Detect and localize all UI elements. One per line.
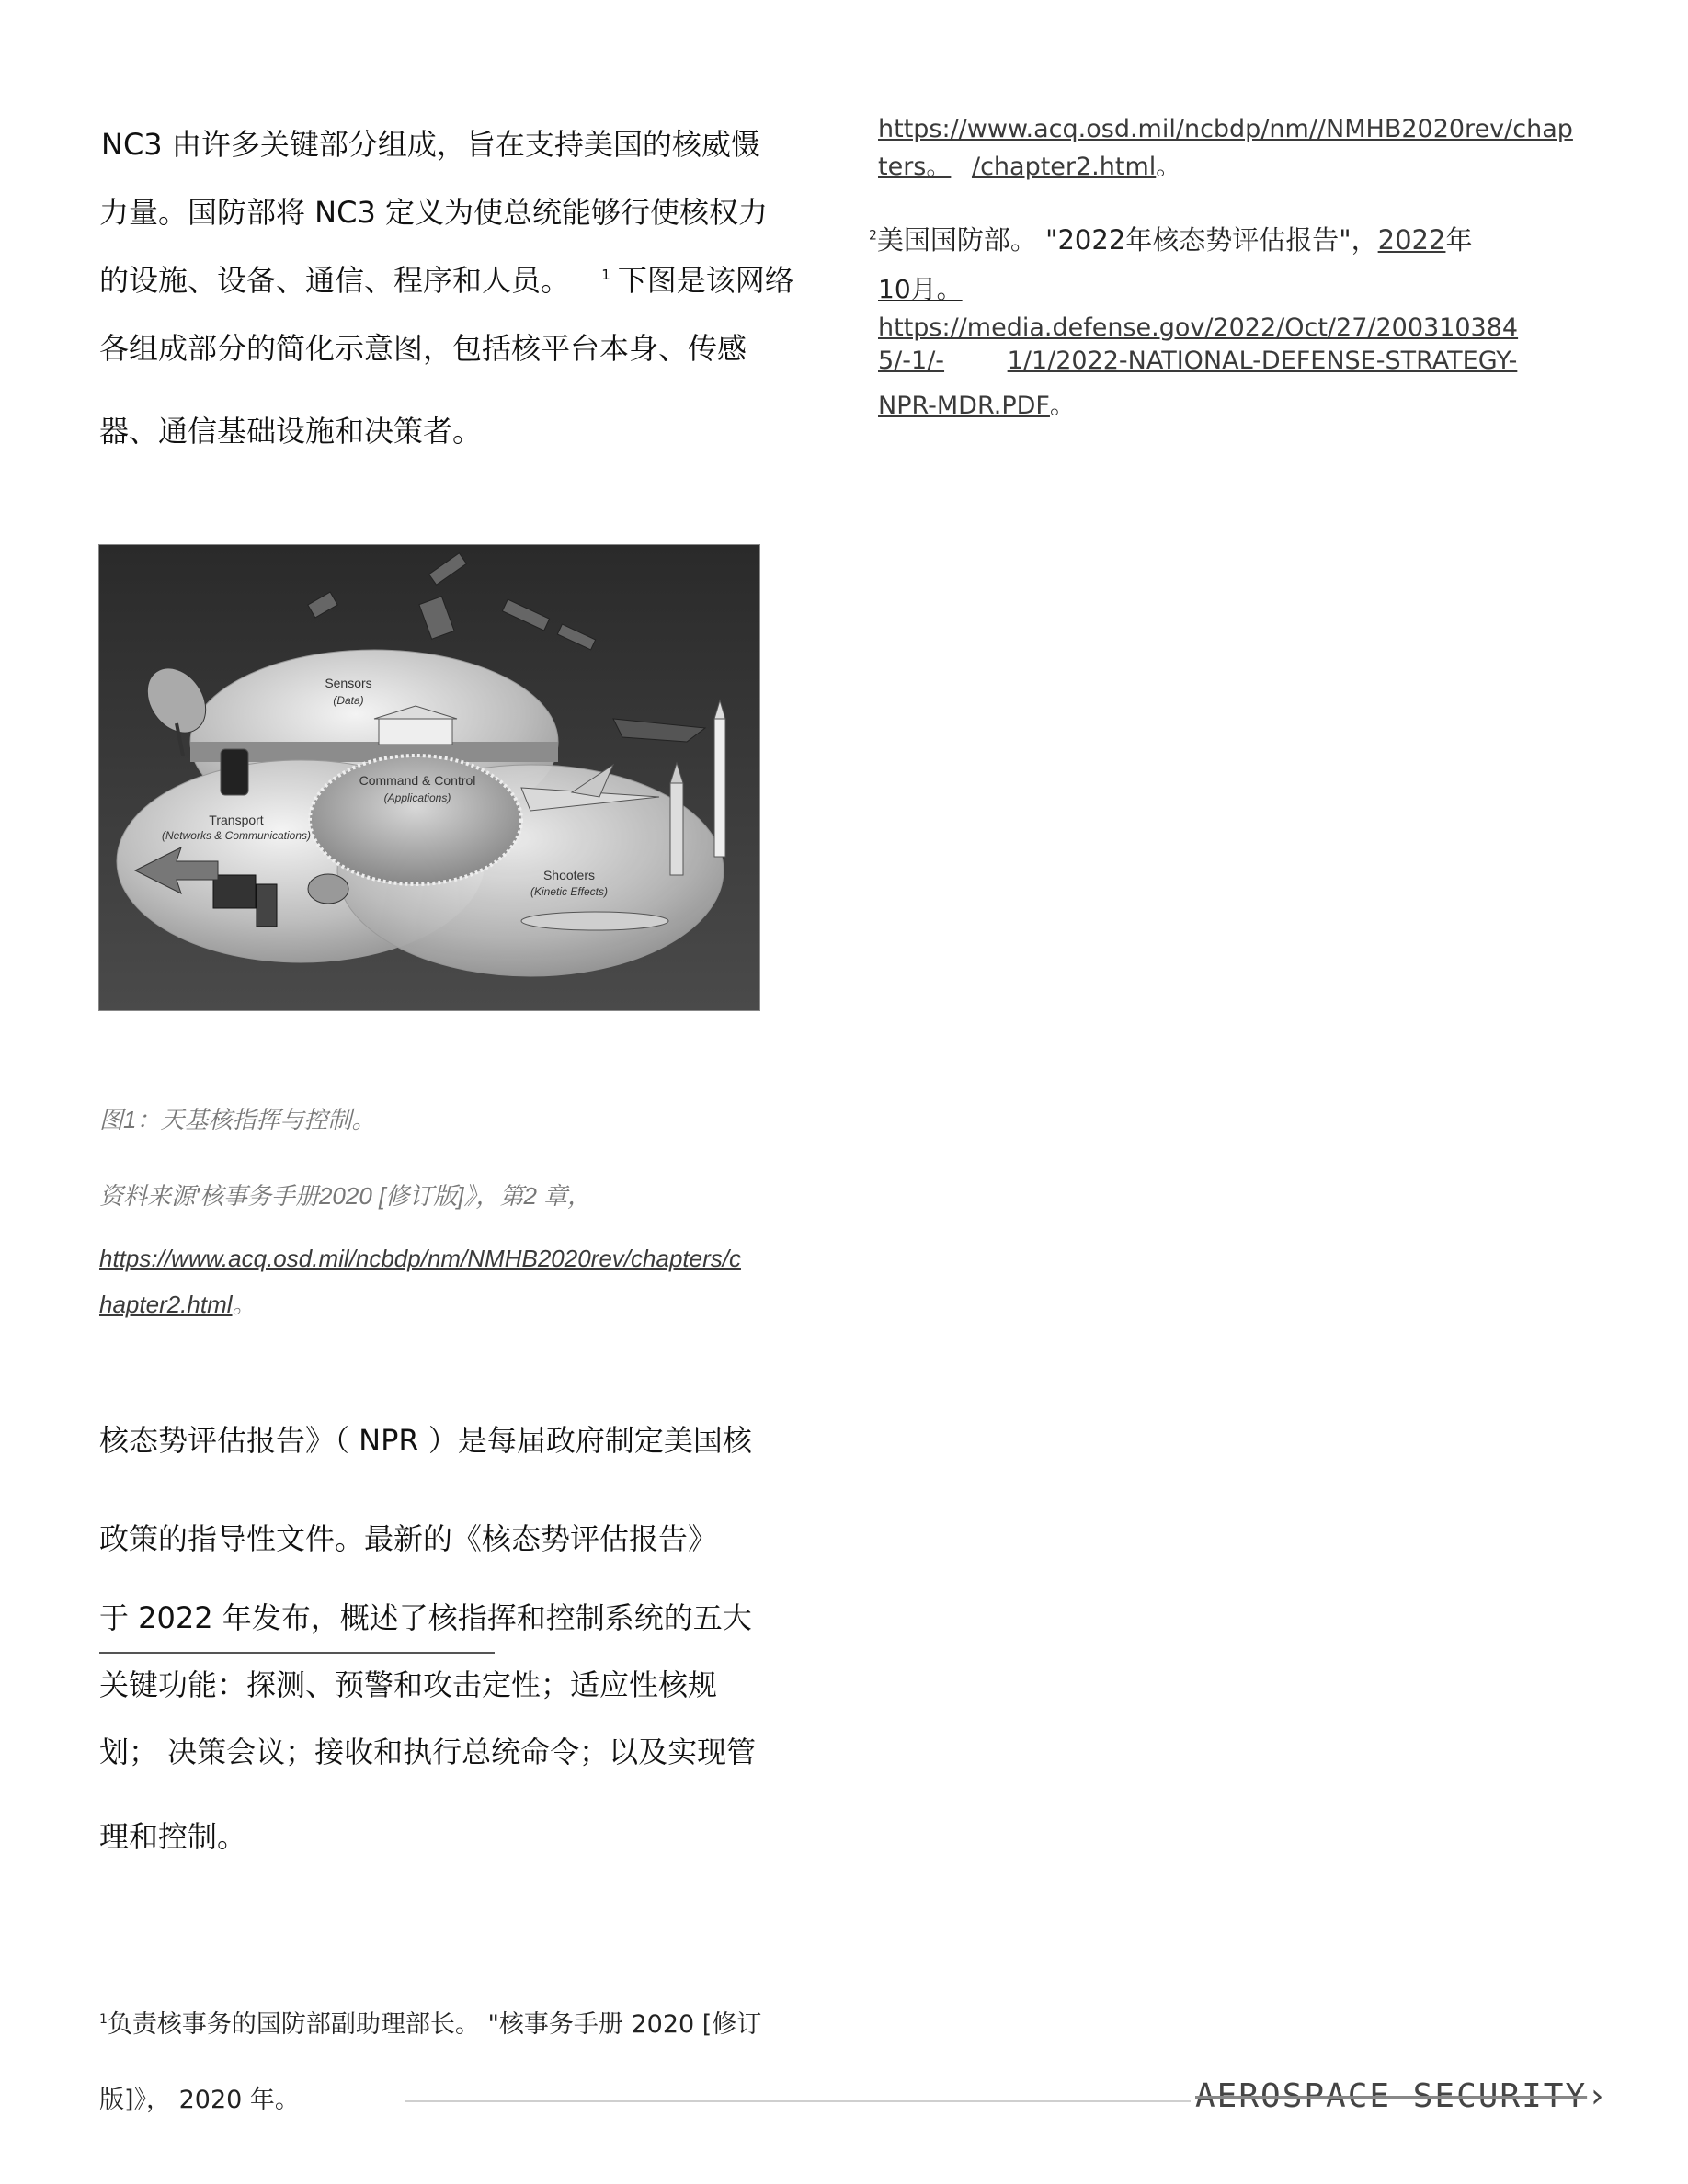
footnote-2-month-text: 10月。	[878, 274, 963, 304]
text-line: 划； 决策会议；接收和执行总统命令；以及实现管	[99, 1735, 757, 1769]
nc3-diagram-svg	[98, 544, 760, 1011]
text-line: 核态势评估报告》（ NPR ）是每届政府制定美国核	[99, 1423, 752, 1458]
url2-link[interactable]: https://media.defense.gov/2022/Oct/27/200310384	[878, 313, 1519, 342]
url1-link[interactable]: /chapter2.html	[971, 153, 1157, 181]
footnote-2-month	[878, 274, 1540, 305]
text-line	[99, 263, 908, 298]
caption-url-line	[99, 1290, 257, 1319]
text-line: 关键功能：探测、预警和攻击定性；适应性核规	[99, 1667, 718, 1702]
caption-url-link[interactable]: hapter2.html	[99, 1291, 233, 1318]
label-sensors: Sensors	[325, 676, 372, 690]
url2-link[interactable]: 1/1/2022-NATIONAL-DEFENSE-STRATEGY-	[1007, 347, 1518, 375]
text-fragment: 的设施、设备、通信、程序和人员。	[99, 263, 571, 298]
label-shooters-sub: (Kinetic Effects)	[530, 885, 609, 898]
url2-link[interactable]: NPR-MDR.PDF	[878, 392, 1050, 420]
text-line: 各组成部分的简化示意图，包括核平台本身、传感	[99, 331, 747, 366]
footnote-2-text: 美国国防部。 "2022年核态势评估报告"，	[876, 224, 1378, 256]
url1-end: 。	[1156, 153, 1181, 181]
caption-url-end: 。	[232, 1291, 257, 1318]
url1-line1	[878, 114, 1573, 145]
logo-text: AEROSPACE SECURITY	[1195, 2077, 1588, 2115]
footnote-mark: 2	[869, 228, 877, 244]
text-line: 理和控制。	[99, 1819, 247, 1854]
text-line: 政策的指导性文件。最新的《核态势评估报告》	[99, 1521, 718, 1556]
url2-link[interactable]: 5/-1/-	[878, 347, 945, 375]
url2-line3	[878, 391, 1540, 422]
footnote-separator	[99, 1652, 495, 1654]
label-command: Command & Control	[359, 773, 476, 788]
footnote-ref[interactable]: 1	[601, 267, 610, 284]
footnote-2-year: 2022	[1377, 224, 1446, 256]
caption-source: 资料来源'核事务手册2020 [修订版]》，第2 章，	[99, 1182, 592, 1210]
url1-link[interactable]: https://www.acq.osd.mil/ncbdp/nm//NMHB2020rev/chap	[878, 115, 1573, 143]
url2-end: 。	[1049, 392, 1075, 420]
aerospace-security-logo	[1195, 2077, 1609, 2115]
url1-link[interactable]: ters。	[878, 153, 952, 181]
footer-rule	[405, 2100, 1191, 2102]
url2-line2	[878, 346, 1540, 377]
text-line: 力量。国防部将 NC3 定义为使总统能够行使核权力	[99, 195, 768, 230]
label-command-sub: (Applications)	[383, 791, 451, 804]
text-line: 器、通信基础设施和决策者。	[99, 414, 483, 449]
text-fragment: 下图是该网络	[617, 263, 794, 298]
footnote-mark: 1	[99, 2012, 108, 2027]
footnote-2-year-suffix: 年	[1445, 224, 1473, 256]
footnote-text: 负责核事务的国防部副助理部长。 "核事务手册 2020 [修订	[107, 2010, 762, 2039]
text-line: 于 2022 年发布，概述了核指挥和控制系统的五大	[99, 1600, 752, 1635]
footnote-line	[99, 2009, 761, 2041]
caption-url-line	[99, 1244, 741, 1273]
footnote-2	[869, 224, 1531, 256]
footnote-line: 版]》， 2020 年。	[99, 2086, 300, 2114]
logo-chevron-icon: ›	[1587, 2077, 1609, 2115]
caption-title: 图1：天基核指挥与控制。	[99, 1106, 376, 1133]
label-transport-sub: (Networks & Communications)	[161, 829, 312, 842]
url2-line1	[878, 313, 1540, 344]
url1-line2	[878, 152, 1540, 183]
nc3-diagram	[98, 544, 760, 1011]
text-line: NC3 由许多关键部分组成，旨在支持美国的核威慑	[101, 127, 760, 162]
caption-url-link[interactable]: https://www.acq.osd.mil/ncbdp/nm/NMHB2020rev/chapters/c	[99, 1245, 741, 1272]
label-shooters: Shooters	[542, 868, 596, 882]
label-transport: Transport	[209, 813, 264, 827]
label-sensors-sub: (Data)	[333, 694, 364, 707]
